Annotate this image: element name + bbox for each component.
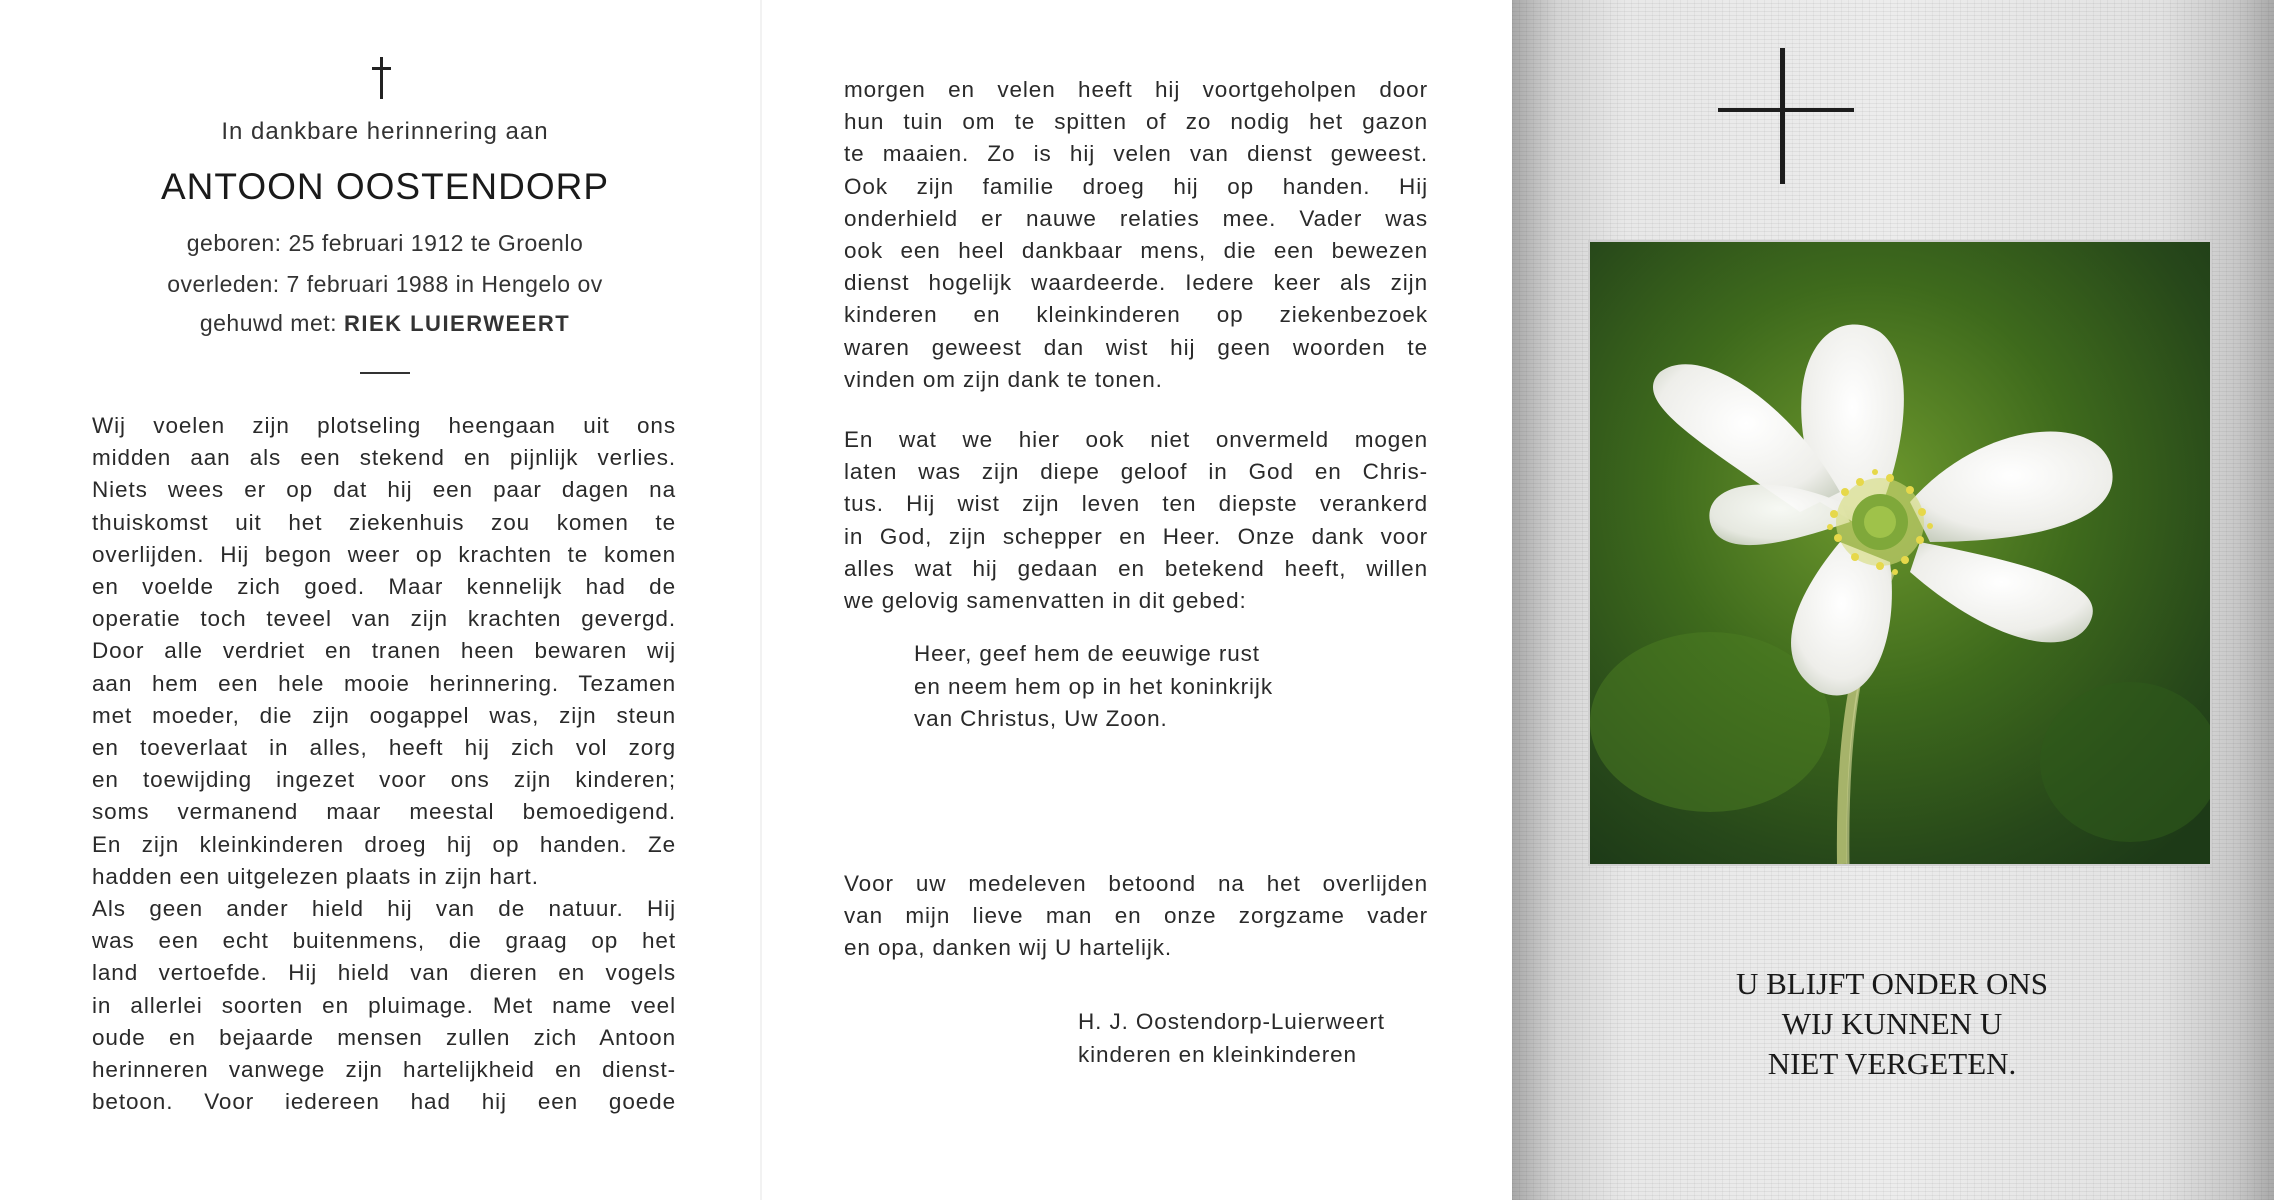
text-line: en toeverlaat in alles, heeft hij zich vol zorg xyxy=(92,735,676,761)
text-line: aan hem een hele mooie herinnering. Tezamen xyxy=(92,670,676,696)
left-page xyxy=(0,0,760,1200)
thanks-paragraph xyxy=(844,868,1428,965)
text-line: land vertoefde. Hij hield van dieren en vogels xyxy=(92,960,676,986)
text-line: En wat we hier ook niet onvermeld mogen xyxy=(844,427,1428,452)
text-line: alles wat hij gedaan en betekend heeft, willen xyxy=(844,555,1428,581)
anemone-flower-image xyxy=(1590,242,2210,864)
prayer-line: en neem hem op in het koninkrijk xyxy=(914,673,1273,699)
flower-photo xyxy=(1588,240,2212,866)
text-line: oude en bejaarde mensen zullen zich Antoon xyxy=(92,1024,676,1050)
signature-line: kinderen en kleinkinderen xyxy=(1078,1041,1357,1067)
spouse-info xyxy=(40,310,730,337)
text-line: soms vermanend maar meestal bemoedigend. xyxy=(92,799,676,825)
spouse-label: gehuwd met: xyxy=(199,310,338,336)
text-line: morgen en velen heeft hij voortgeholpen door xyxy=(844,77,1428,102)
memorial-motto xyxy=(1582,964,2202,1084)
deceased-name: ANTOON OOSTENDORP xyxy=(160,166,610,207)
text-line: herinneren vanwege zijn hartelijkheid en dienst- xyxy=(92,1057,676,1083)
text-line: ook een heel dankbaar mens, die een bewezen xyxy=(844,238,1428,264)
text-line: waren geweest dan wist hij geen woorden te xyxy=(844,334,1428,360)
text-line: te maaien. Zo is hij velen van dienst geweest. xyxy=(844,141,1428,167)
signature-line: H. J. Oostendorp-Luierweert xyxy=(1078,1009,1385,1034)
intro-text: In dankbare herinnering aan xyxy=(221,118,549,145)
text-line: van mijn lieve man en onze zorgzame vader xyxy=(844,903,1428,929)
left-body-text xyxy=(92,410,676,1118)
prayer-line: van Christus, Uw Zoon. xyxy=(914,706,1168,731)
motto-line: WIJ KUNNEN U xyxy=(1781,1006,2003,1041)
text-line: dienst hogelijk waardeerde. Iedere keer als zijn xyxy=(844,270,1428,296)
text-line: kinderen en kleinkinderen op ziekenbezoek xyxy=(844,302,1428,328)
cross-icon xyxy=(368,55,396,101)
text-line: en opa, danken wij U hartelijk. xyxy=(844,935,1173,961)
memorial-card xyxy=(1512,0,2274,1200)
text-line: laten was zijn diepe geloof in God en Chris- xyxy=(844,459,1428,485)
motto-line: U BLIJFT ONDER ONS xyxy=(1735,966,2049,1001)
text-line: operatie toch teveel van zijn krachten gevergd. xyxy=(92,606,676,632)
text-line: Ook zijn familie droeg hij op handen. Hij xyxy=(844,173,1428,199)
signature xyxy=(1078,1006,1385,1071)
text-line: Niets wees er op dat hij een paar dagen na xyxy=(92,477,676,503)
middle-page xyxy=(760,0,1512,1200)
text-line: Door alle verdriet en tranen heen bewaren wij xyxy=(92,638,676,664)
text-line: midden aan als een stekend en pijnlijk verlies. xyxy=(92,445,676,471)
text-line: vinden om zijn dank te tonen. xyxy=(844,366,1163,392)
middle-paragraph-2 xyxy=(844,424,1428,617)
text-line: betoon. Voor iedereen had hij een goede xyxy=(92,1089,676,1115)
text-line: Voor uw medeleven betoond na het overlijden xyxy=(844,871,1428,896)
prayer-line: Heer, geef hem de eeuwige rust xyxy=(914,641,1260,666)
text-line: Als geen ander hield hij van de natuur. Hij xyxy=(92,896,676,922)
text-line: onderhield er nauwe relaties mee. Vader was xyxy=(844,205,1428,231)
prayer xyxy=(914,638,1273,736)
text-line: En zijn kleinkinderen droeg hij op handen. Ze xyxy=(92,831,676,857)
text-line: in God, zijn schepper en Heer. Onze dank voor xyxy=(844,523,1428,549)
text-line: in allerlei soorten en pluimage. Met name veel xyxy=(92,992,676,1018)
text-line: overlijden. Hij begon weer op krachten te komen xyxy=(92,541,676,567)
card-background xyxy=(1512,0,2274,1200)
motto-line: NIET VERGETEN. xyxy=(1767,1046,2017,1081)
text-line: met moeder, die zijn oogappel was, zijn steun xyxy=(92,702,676,728)
text-line: thuiskomst uit het ziekenhuis zou komen te xyxy=(92,509,676,535)
birth-info: geboren: 25 februari 1912 te Groenlo xyxy=(186,230,584,256)
text-line: was een echt buitenmens, die graag op het xyxy=(92,928,676,954)
text-line: en voelde zich goed. Maar kennelijk had de xyxy=(92,574,676,600)
text-line: hadden een uitgelezen plaats in zijn hart. xyxy=(92,863,539,889)
text-line: en toewijding ingezet voor ons zijn kinderen; xyxy=(92,767,676,793)
text-line: hun tuin om te spitten of zo nodig het gazon xyxy=(844,109,1428,135)
text-line: tus. Hij wist zijn leven ten diepste verankerd xyxy=(844,491,1428,517)
middle-paragraph-1 xyxy=(844,74,1428,396)
cross-icon xyxy=(1718,48,1858,188)
divider xyxy=(360,372,410,374)
text-line: Wij voelen zijn plotseling heengaan uit ons xyxy=(92,413,676,438)
death-info: overleden: 7 februari 1988 in Hengelo ov xyxy=(167,271,603,297)
spouse-name: RIEK LUIERWEERT xyxy=(343,311,571,336)
text-line: we gelovig samenvatten in dit gebed: xyxy=(844,588,1247,614)
